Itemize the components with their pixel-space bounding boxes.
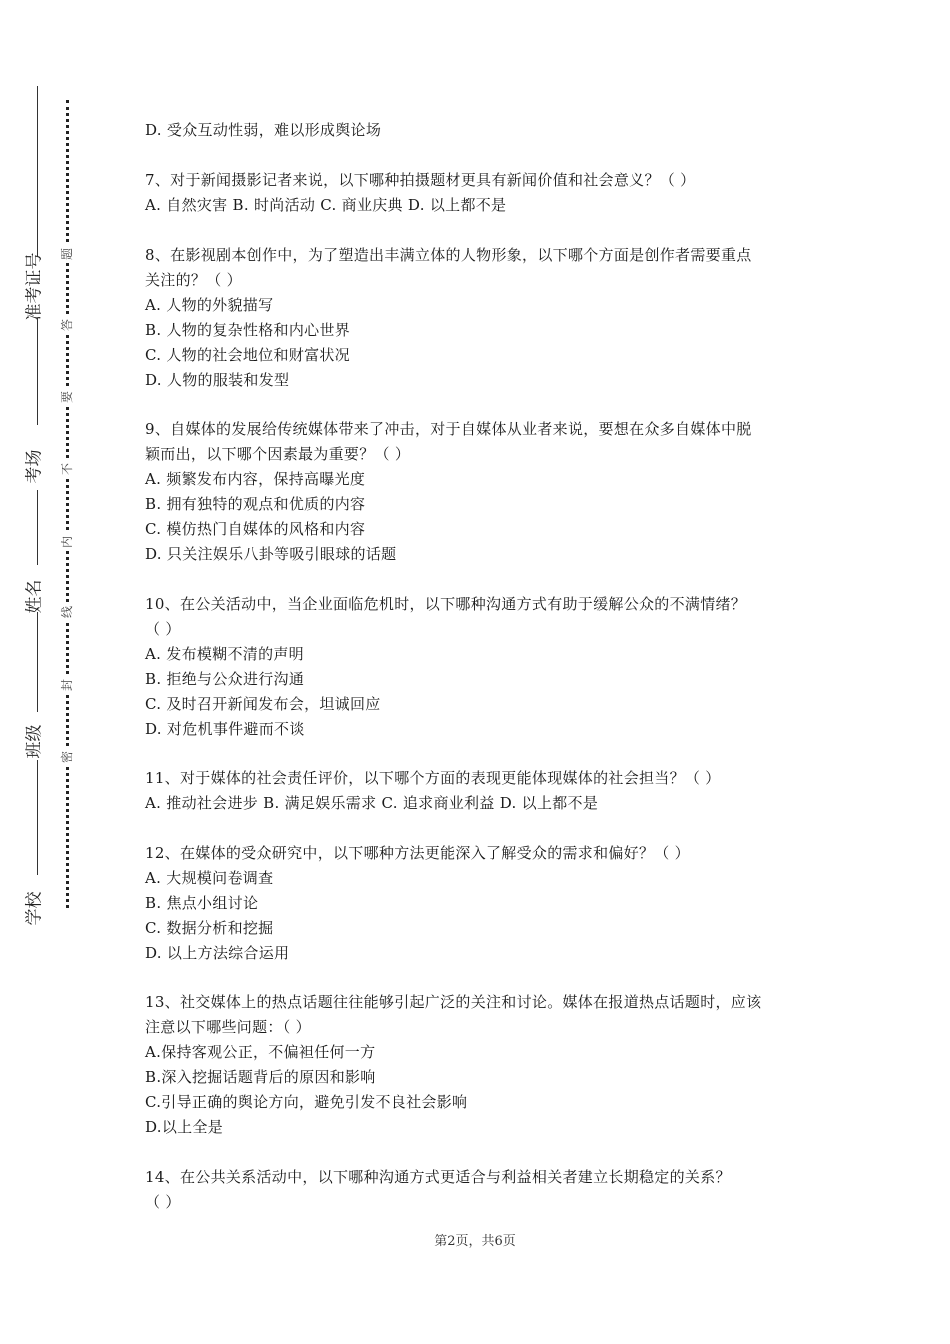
class-label: 班级 (24, 724, 45, 759)
question-stem: 14、在公共关系活动中，以下哪种沟通方式更适合与利益相关者建立长期稳定的关系？ (145, 1168, 731, 1186)
question-stem: 9、自媒体的发展给传统媒体带来了冲击，对于自媒体从业者来说，要想在众多自媒体中脱 (145, 420, 752, 438)
option-a: A. 人物的外貌描写 (145, 296, 274, 314)
option-a: A. 频繁发布内容，保持高曝光度 (145, 470, 366, 488)
question-stem: 13、社交媒体上的热点话题往往能够引起广泛的关注和讨论。媒体在报道热点话题时，应该 (145, 993, 762, 1011)
seal-char: 封 (58, 676, 76, 694)
option-a: A. 大规模问卷调查 (145, 869, 274, 887)
exam-id-label: 准考证号 (24, 252, 45, 321)
seal-char: 线 (58, 603, 76, 621)
option-a: A.保持客观公正，不偏袒任何一方 (145, 1043, 376, 1061)
school-label: 学校 (24, 891, 45, 926)
seal-char: 要 (58, 388, 76, 406)
option-b: B. 拒绝与公众进行沟通 (145, 670, 305, 688)
seal-char: 答 (58, 316, 76, 334)
option-d: D. 只关注娱乐八卦等吸引眼球的话题 (145, 545, 397, 563)
field-line (37, 612, 38, 712)
binding-margin (0, 0, 100, 1344)
question-stem: 10、在公关活动中，当企业面临危机时，以下哪种沟通方式有助于缓解公众的不满情绪？ (145, 595, 747, 613)
question-stem: 12、在媒体的受众研究中，以下哪种方法更能深入了解受众的需求和偏好？（ ） (145, 844, 690, 862)
question-stem: 颖而出，以下哪个因素最为重要？（ ） (145, 445, 411, 463)
field-line (37, 318, 38, 425)
option-c: C. 及时召开新闻发布会，坦诚回应 (145, 695, 381, 713)
option-d: D. 人物的服装和发型 (145, 371, 290, 389)
option-c: C. 人物的社会地位和财富状况 (145, 346, 350, 364)
exam-room-label: 考场 (24, 449, 45, 484)
option-d: D. 以上方法综合运用 (145, 944, 290, 962)
option-b: B. 拥有独特的观点和优质的内容 (145, 495, 366, 513)
option-a: A. 发布模糊不清的声明 (145, 645, 304, 663)
option-d: D. 对危机事件避而不谈 (145, 720, 305, 738)
question-options: A. 自然灾害 B. 时尚活动 C. 商业庆典 D. 以上都不是 (145, 196, 507, 214)
name-label: 姓名 (24, 579, 45, 614)
field-line (37, 490, 38, 565)
question-stem: （ ） (145, 620, 181, 638)
seal-char: 密 (58, 748, 76, 766)
option-b: B.深入挖掘话题背后的原因和影响 (145, 1068, 376, 1086)
option-c: C. 模仿热门自媒体的风格和内容 (145, 520, 366, 538)
option-c: C. 数据分析和挖掘 (145, 919, 274, 937)
page-number: 第2页，共6页 (434, 1234, 516, 1249)
question-stem: 注意以下哪些问题：（ ） (145, 1018, 311, 1036)
question-stem: （ ） (145, 1193, 181, 1211)
seal-char: 内 (58, 533, 76, 551)
field-line (37, 760, 38, 875)
question-stem: 8、在影视剧本创作中，为了塑造出丰满立体的人物形象，以下哪个方面是创作者需要重点 (145, 246, 752, 264)
question-options: A. 推动社会进步 B. 满足娱乐需求 C. 追求商业利益 D. 以上都不是 (145, 794, 599, 812)
question-stem: 11、对于媒体的社会责任评价，以下哪个方面的表现更能体现媒体的社会担当？（ ） (145, 769, 721, 787)
seal-char: 不 (58, 460, 76, 478)
option-b: B. 人物的复杂性格和内心世界 (145, 321, 351, 339)
option-b: B. 焦点小组讨论 (145, 894, 259, 912)
option-d: D.以上全是 (145, 1118, 224, 1136)
field-line (37, 86, 38, 256)
option-c: C.引导正确的舆论方向，避免引发不良社会影响 (145, 1093, 468, 1111)
question-stem: 7、对于新闻摄影记者来说，以下哪种拍摄题材更具有新闻价值和社会意义？（ ） (145, 171, 696, 189)
question-stem: 关注的？（ ） (145, 271, 242, 289)
seal-dotted-line (66, 100, 69, 908)
continued-option: D. 受众互动性弱，难以形成舆论场 (145, 121, 382, 139)
seal-char: 题 (58, 245, 76, 263)
